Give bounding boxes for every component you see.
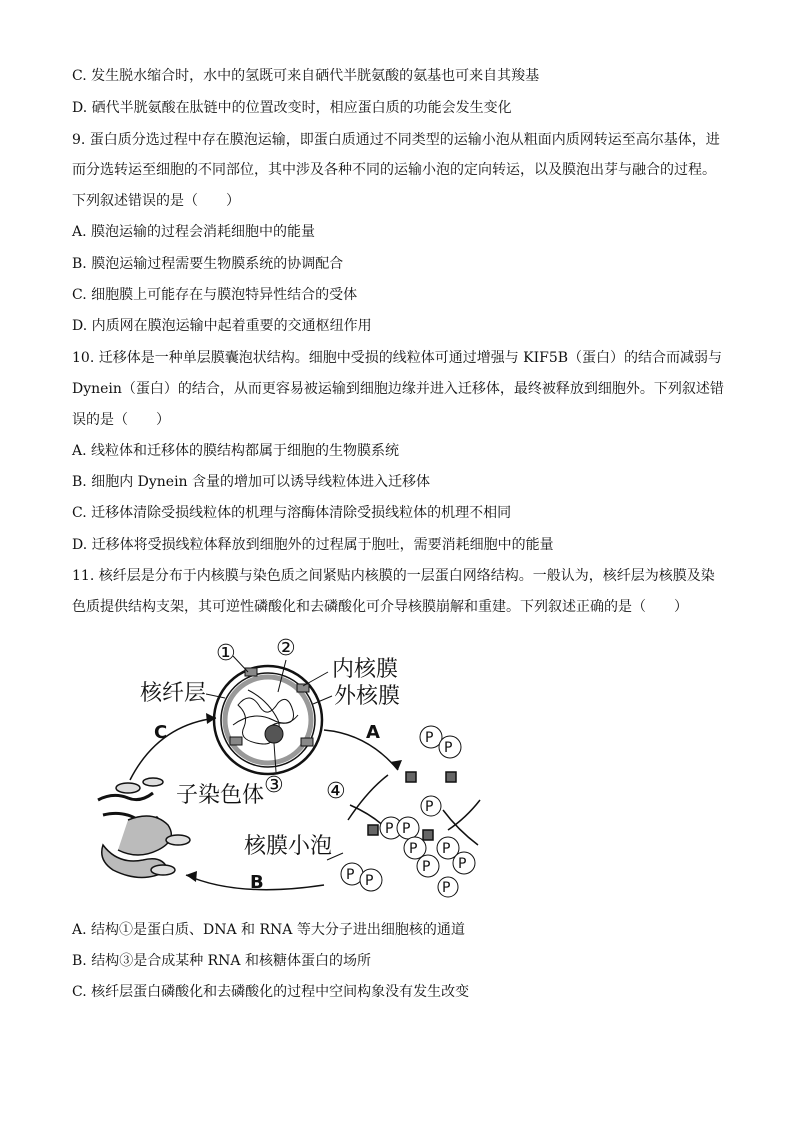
phosphate-label: P — [444, 740, 453, 756]
phosphate-label: P — [385, 821, 394, 837]
label-nuclear-vesicle: 核膜小泡 — [244, 834, 333, 859]
phosphate-groups — [341, 726, 475, 897]
q10-option-d: D. 迁移体将受损线粒体释放到细胞外的过程属于胞吐，需要消耗细胞中的能量 — [72, 537, 554, 553]
q11-option-c: C. 核纤层蛋白磷酸化和去磷酸化的过程中空间构象没有发生改变 — [72, 984, 470, 1000]
label-structure-4: ④ — [326, 779, 346, 804]
label-structure-2: ② — [276, 636, 296, 661]
phosphate-label: P — [425, 730, 434, 746]
q9-stem-line2: 而分选转运至细胞的不同部位，其中涉及各种不同的运输小泡的定向转运，以及膜泡出芽与融合的过程。 — [72, 162, 716, 178]
phosphate-label: P — [365, 873, 374, 889]
nucleus-diagram — [214, 666, 322, 774]
label-arrow-c: C — [154, 722, 168, 743]
label-structure-3: ③ — [264, 773, 284, 798]
label-inner-membrane: 内核膜 — [332, 657, 399, 682]
phosphate-label: P — [409, 841, 418, 857]
nuclear-envelope-cycle-figure — [88, 630, 498, 900]
q9-option-b: B. 膜泡运输过程需要生物膜系统的协调配合 — [72, 256, 344, 272]
label-outer-membrane: 外核膜 — [334, 684, 401, 709]
phosphate-label: P — [442, 880, 451, 896]
q9-option-d: D. 内质网在膜泡运输中起着重要的交通枢纽作用 — [72, 318, 372, 334]
label-arrow-b: B — [250, 872, 264, 893]
q11-stem-line1: 11. 核纤层是分布于内核膜与染色质之间紧贴内核膜的一层蛋白网络结构。一般认为，核纤层为核膜及染 — [72, 568, 715, 584]
phosphate-label: P — [422, 859, 431, 875]
q9-option-a: A. 膜泡运输的过程会消耗细胞中的能量 — [72, 224, 316, 240]
phosphate-label: P — [458, 856, 467, 872]
q10-stem-line2: Dynein（蛋白）的结合，从而更容易被运输到细胞边缘并进入迁移体，最终被释放到细胞外。下列叙述错 — [72, 381, 724, 397]
q10-option-c: C. 迁移体清除受损线粒体的机理与溶酶体清除受损线粒体的机理不相同 — [72, 505, 512, 521]
label-lamina: 核纤层 — [140, 681, 207, 706]
label-structure-1: ① — [216, 641, 236, 666]
phosphate-label: P — [442, 841, 451, 857]
q8-option-d: D. 硒代半胱氨酸在肽链中的位置改变时，相应蛋白质的功能会发生变化 — [72, 100, 512, 116]
q8-option-c: C. 发生脱水缩合时，水中的氢既可来自硒代半胱氨酸的氨基也可来自其羧基 — [72, 68, 540, 84]
q9-option-c: C. 细胞膜上可能存在与膜泡特异性结合的受体 — [72, 287, 358, 303]
phosphate-label: P — [346, 867, 355, 883]
q10-option-a: A. 线粒体和迁移体的膜结构都属于细胞的生物膜系统 — [72, 443, 400, 459]
phosphate-label: P — [425, 799, 434, 815]
q11-stem-line2: 色质提供结构支架，其可逆性磷酸化和去磷酸化可介导核膜崩解和重建。下列叙述正确的是（ ） — [72, 599, 688, 615]
q11-option-a: A. 结构①是蛋白质、DNA 和 RNA 等大分子进出细胞核的通道 — [72, 922, 465, 938]
q11-option-b: B. 结构③是合成某种 RNA 和核糖体蛋白的场所 — [72, 953, 371, 969]
q9-stem-line3: 下列叙述错误的是（ ） — [72, 193, 240, 209]
q10-option-b: B. 细胞内 Dynein 含量的增加可以诱导线粒体进入迁移体 — [72, 474, 431, 490]
q10-stem-line3: 误的是（ ） — [72, 412, 170, 428]
q10-stem-line1: 10. 迁移体是一种单层膜囊泡状结构。细胞中受损的线粒体可通过增强与 KIF5B（蛋白）的结合而减弱与 — [72, 350, 723, 366]
q9-stem-line1: 9. 蛋白质分选过程中存在膜泡运输，即蛋白质通过不同类型的运输小泡从粗面内质网转运至高尔基体，进 — [72, 132, 720, 148]
label-arrow-a: A — [366, 722, 380, 743]
label-daughter-chromosome: 子染色体 — [176, 783, 265, 808]
phosphate-label: P — [402, 821, 411, 837]
